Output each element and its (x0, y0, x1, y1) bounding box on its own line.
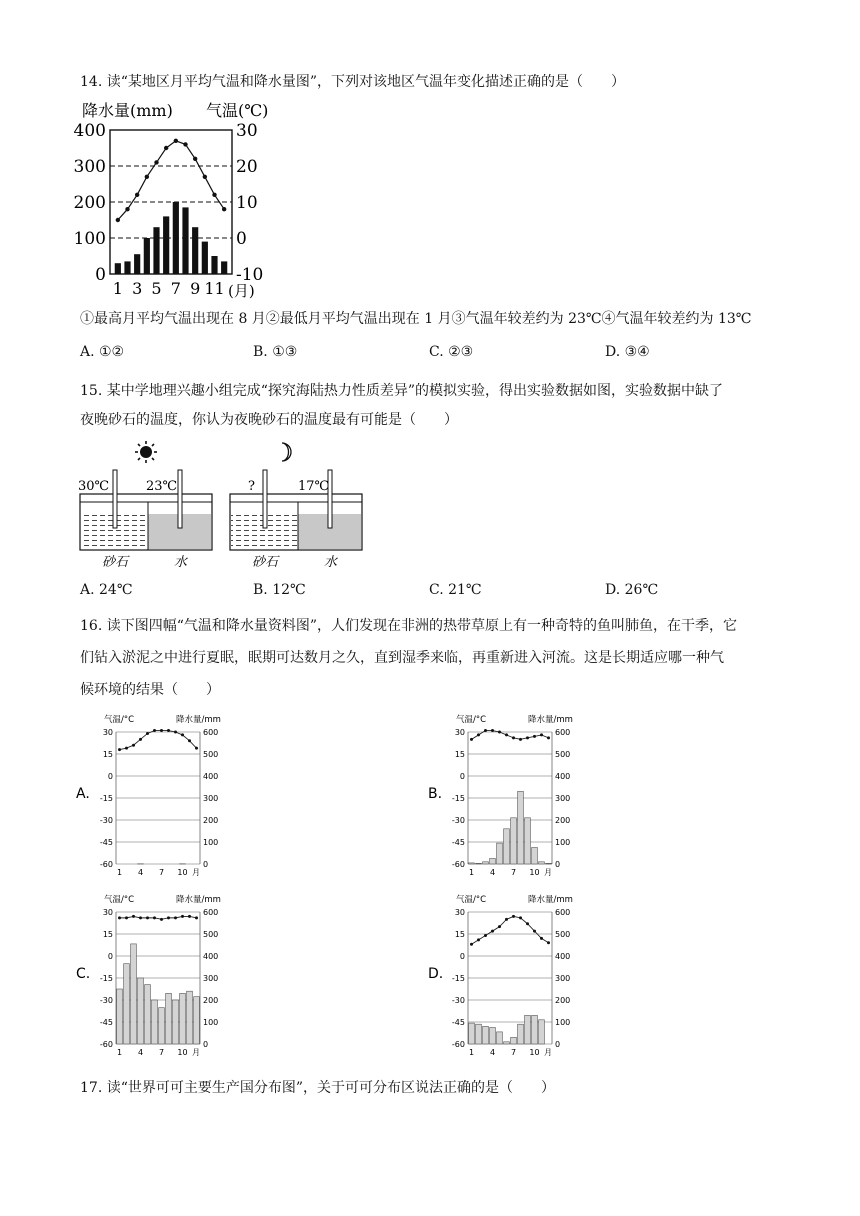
q14-option-c[interactable]: C. ②③ (429, 344, 474, 360)
q16-temp-point (512, 915, 515, 918)
q16-temp-point (174, 731, 177, 734)
q14-precip-tick: 300 (74, 157, 106, 177)
q16-bar (511, 1037, 517, 1044)
q16-chart-d (428, 892, 578, 1060)
q16-x-unit: 月 (544, 1048, 552, 1057)
q16-bar (138, 978, 144, 1044)
q16-temp-point (526, 922, 529, 925)
q16-precip-tick: 400 (555, 772, 571, 781)
q16-x-tick: 7 (158, 1048, 165, 1057)
q14-bar (144, 238, 150, 274)
q16-x-unit: 月 (544, 868, 552, 877)
q16-right-title: 降水量/mm (176, 715, 221, 725)
q16-temp-line (120, 731, 197, 750)
day-water-label: 水 (174, 555, 188, 570)
q16-temp-point (181, 733, 184, 736)
q16-temp-tick: 0 (107, 772, 113, 781)
q16-temp-point (160, 918, 163, 921)
q16-temp-point (505, 918, 508, 921)
q16-x-unit: 月 (192, 868, 200, 877)
q16-precip-tick: 500 (203, 750, 219, 759)
q16-bar (483, 1026, 489, 1044)
moon-icon (282, 443, 291, 461)
q14-temp-point (183, 142, 187, 146)
q16-bar (187, 991, 193, 1044)
q16-temp-tick: 30 (454, 908, 465, 917)
q16-chart-option-label: A. (76, 786, 90, 802)
q16-left-title: 气温/°C (456, 715, 487, 725)
q16-precip-tick: 600 (555, 908, 571, 917)
q14-stem: 14. 读“某地区月平均气温和降水量图”，下列对该地区气温年变化描述正确的是（ ） (80, 74, 626, 90)
q16-x-tick: 1 (468, 868, 475, 877)
q16-temp-point (540, 733, 543, 736)
q16-stem-line1: 16. 读下图四幅“气温和降水量资料图”，人们发现在非洲的热带草原上有一种奇特的鱼叫肺鱼，在干季，它 (80, 618, 738, 634)
q16-chart-c (76, 892, 226, 1060)
q16-left-title: 气温/°C (104, 715, 135, 725)
day-tank (78, 470, 212, 570)
q16-precip-tick: 600 (555, 728, 571, 737)
q16-precip-tick: 100 (555, 838, 571, 847)
q16-temp-point (181, 915, 184, 918)
q14-bar (221, 261, 227, 274)
q16-x-tick: 10 (529, 868, 540, 877)
q16-x-tick: 10 (529, 1048, 540, 1057)
q16-left-title: 气温/°C (456, 895, 487, 905)
q16-temp-point (547, 941, 550, 944)
q14-x-tick: 1 (112, 279, 123, 298)
q16-temp-point (547, 736, 550, 739)
q16-chart-b (428, 712, 578, 880)
q16-right-title: 降水量/mm (528, 715, 573, 725)
q16-temp-tick: -15 (451, 974, 465, 983)
q16-bar (159, 1008, 165, 1044)
q14-temp-point (193, 157, 197, 161)
q16-bar (511, 818, 517, 864)
q17-stem: 17. 读“世界可可主要生产国分布图”，关于可可分布区说法正确的是（ ） (80, 1080, 556, 1096)
q16-temp-point (533, 735, 536, 738)
day-sand-temp: 30℃ (78, 479, 110, 494)
q16-x-tick: 10 (177, 868, 188, 877)
q14-bar (173, 202, 179, 274)
q14-bar (182, 207, 188, 274)
q16-temp-point (139, 738, 142, 741)
q16-bar (539, 1020, 545, 1044)
q14-x-tick: 11 (204, 279, 225, 298)
q16-temp-point (491, 930, 494, 933)
q16-bar (173, 1000, 179, 1044)
q16-bar (490, 859, 496, 865)
q14-x-unit: (月) (228, 282, 255, 300)
q14-x-tick: 3 (132, 279, 143, 298)
q16-bar (532, 1015, 538, 1044)
night-tank (230, 470, 362, 570)
q16-x-tick: 7 (510, 868, 517, 877)
q16-temp-tick: -45 (451, 838, 465, 847)
q16-precip-tick: 0 (555, 860, 561, 869)
q16-bar (476, 863, 482, 864)
q16-temp-tick: -30 (451, 996, 465, 1005)
q16-temp-line (120, 916, 197, 919)
q14-statement: ①最高月平均气温出现在 8 月②最低月平均气温出现在 1 月③气温年较差约为 23℃④气温年较差约为 13℃ (80, 311, 752, 327)
q16-temp-line (472, 916, 549, 944)
q16-precip-tick: 300 (555, 794, 571, 803)
q14-x-tick: 7 (170, 279, 181, 298)
q16-temp-tick: -60 (99, 860, 113, 869)
q16-bar (504, 1042, 510, 1044)
q14-precip-tick: 100 (74, 229, 106, 249)
q16-temp-point (470, 738, 473, 741)
q15-experiment-figure (76, 438, 376, 574)
q16-bar (504, 829, 510, 864)
night-water-temp: 17℃ (298, 479, 330, 494)
q14-temp-tick: -10 (236, 265, 264, 285)
q14-temp-point (222, 207, 226, 211)
q16-temp-point (512, 736, 515, 739)
q14-right-axis-title: 气温(℃) (206, 101, 269, 120)
q14-precip-tick: 200 (74, 193, 106, 213)
q16-temp-point (125, 747, 128, 750)
q16-temp-point (526, 736, 529, 739)
q16-temp-point (540, 937, 543, 940)
q14-climate-chart (74, 98, 294, 302)
q14-precip-tick: 0 (95, 265, 106, 285)
q16-temp-point (167, 729, 170, 732)
q14-bar (153, 227, 159, 274)
q16-x-tick: 4 (137, 868, 144, 877)
q16-precip-tick: 100 (203, 1018, 219, 1027)
q16-precip-tick: 0 (203, 1040, 209, 1049)
q16-bar (152, 1000, 158, 1044)
q16-temp-point (491, 729, 494, 732)
q16-temp-tick: -15 (99, 794, 113, 803)
q16-temp-tick: 0 (459, 952, 465, 961)
q16-temp-point (132, 915, 135, 918)
q16-temp-tick: -30 (99, 996, 113, 1005)
q16-temp-tick: 15 (454, 750, 465, 759)
q16-temp-point (195, 747, 198, 750)
q16-bar (124, 964, 130, 1044)
q16-temp-point (146, 916, 149, 919)
q16-bar (166, 993, 172, 1044)
q16-temp-tick: -15 (99, 974, 113, 983)
q14-bar (115, 263, 121, 274)
q16-option-c[interactable] (76, 892, 226, 1064)
q14-bar (124, 261, 130, 274)
q14-option-d[interactable]: D. ③④ (605, 344, 650, 360)
q16-precip-tick: 100 (555, 1018, 571, 1027)
q14-option-b[interactable]: B. ①③ (253, 344, 298, 360)
q16-precip-tick: 500 (555, 930, 571, 939)
q16-x-tick: 7 (510, 1048, 517, 1057)
q15-option-b[interactable]: B. 12℃ (253, 582, 306, 598)
q16-precip-tick: 300 (203, 794, 219, 803)
q16-temp-point (139, 916, 142, 919)
q16-temp-point (188, 915, 191, 918)
q16-temp-tick: -45 (99, 838, 113, 847)
q16-temp-tick: 15 (102, 930, 113, 939)
q16-x-tick: 1 (468, 1048, 475, 1057)
q16-temp-point (153, 916, 156, 919)
q16-chart-a (76, 712, 226, 880)
q16-option-b[interactable] (428, 712, 578, 884)
q16-right-title: 降水量/mm (176, 895, 221, 905)
q16-x-tick: 10 (177, 1048, 188, 1057)
q15-stem-line2: 夜晚砂石的温度，你认为夜晚砂石的温度最有可能是（ ） (80, 412, 458, 428)
q16-temp-tick: -30 (99, 816, 113, 825)
q16-x-tick: 4 (489, 1048, 496, 1057)
q16-temp-tick: -60 (451, 1040, 465, 1049)
q16-temp-point (533, 930, 536, 933)
q14-temp-point (164, 146, 168, 150)
q14-bar (202, 242, 208, 274)
q16-bar (497, 843, 503, 864)
q16-precip-tick: 300 (555, 974, 571, 983)
q16-precip-tick: 300 (203, 974, 219, 983)
q16-precip-tick: 200 (555, 816, 571, 825)
q16-bar (469, 1023, 475, 1044)
q16-temp-point (519, 738, 522, 741)
q16-temp-point (125, 916, 128, 919)
q16-bar (546, 863, 552, 864)
q16-temp-tick: 0 (107, 952, 113, 961)
q15-option-a[interactable]: A. 24℃ (80, 582, 133, 598)
q16-precip-tick: 400 (555, 952, 571, 961)
q14-temp-point (135, 193, 139, 197)
q16-precip-tick: 200 (203, 996, 219, 1005)
q14-left-axis-title: 降水量(mm) (82, 101, 173, 120)
q16-precip-tick: 200 (203, 816, 219, 825)
q14-bar (134, 254, 140, 274)
q16-chart-option-label: B. (428, 786, 443, 802)
day-sand-label: 砂石 (102, 555, 129, 570)
day-water-temp: 23℃ (146, 479, 178, 494)
q14-temp-tick: 0 (236, 229, 247, 249)
q16-precip-tick: 0 (555, 1040, 561, 1049)
q16-precip-tick: 0 (203, 860, 209, 869)
q16-chart-option-label: C. (76, 966, 91, 982)
q14-temp-point (125, 207, 129, 211)
q15-option-d[interactable]: D. 26℃ (605, 582, 659, 598)
q14-temp-point (154, 160, 158, 164)
q16-temp-point (146, 732, 149, 735)
q14-temp-tick: 20 (236, 157, 258, 177)
q16-temp-tick: -15 (451, 794, 465, 803)
q16-x-tick: 1 (116, 1048, 123, 1057)
q14-temp-point (203, 175, 207, 179)
q14-x-tick: 9 (190, 279, 201, 298)
q16-temp-tick: 0 (459, 772, 465, 781)
q16-temp-point (477, 733, 480, 736)
q16-temp-tick: -45 (451, 1018, 465, 1027)
night-sand-temp: ? (248, 479, 255, 494)
q16-temp-tick: -30 (451, 816, 465, 825)
q16-precip-tick: 100 (203, 838, 219, 847)
q16-temp-point (505, 733, 508, 736)
q16-temp-point (519, 916, 522, 919)
q14-bar (192, 227, 198, 274)
q14-temp-point (174, 139, 178, 143)
q16-temp-point (195, 916, 198, 919)
q16-precip-tick: 600 (203, 728, 219, 737)
q14-bar (163, 216, 169, 274)
sun-icon (135, 441, 157, 463)
q16-x-tick: 7 (158, 868, 165, 877)
q16-bar (532, 848, 538, 865)
q16-temp-tick: 30 (454, 728, 465, 737)
q16-temp-point (174, 916, 177, 919)
q14-temp-line (118, 141, 224, 220)
q16-temp-point (160, 729, 163, 732)
q16-temp-tick: -45 (99, 1018, 113, 1027)
q14-precip-tick: 400 (74, 121, 106, 141)
q16-precip-tick: 500 (203, 930, 219, 939)
q16-option-a[interactable] (76, 712, 226, 884)
q16-bar (194, 997, 200, 1044)
q16-bar (525, 818, 531, 864)
q14-temp-tick: 10 (236, 193, 258, 213)
q16-temp-point (118, 748, 121, 751)
q14-bar (211, 256, 217, 274)
q16-option-d[interactable] (428, 892, 578, 1064)
q16-bar (518, 1024, 524, 1044)
q15-option-c[interactable]: C. 21℃ (429, 582, 482, 598)
q16-stem-line3: 候环境的结果（ ） (80, 682, 220, 698)
q16-temp-point (484, 729, 487, 732)
q16-x-tick: 1 (116, 868, 123, 877)
q16-temp-tick: -60 (451, 860, 465, 869)
q16-temp-tick: -60 (99, 1040, 113, 1049)
q16-temp-point (498, 731, 501, 734)
q16-precip-tick: 400 (203, 772, 219, 781)
q16-bar (131, 944, 137, 1044)
q16-temp-point (188, 739, 191, 742)
q16-bar (469, 863, 475, 864)
q14-option-a[interactable]: A. ①② (80, 344, 125, 360)
q16-bar (145, 985, 151, 1044)
q14-temp-point (212, 193, 216, 197)
night-sand-label: 砂石 (252, 555, 279, 570)
q16-bar (490, 1028, 496, 1045)
q16-x-tick: 4 (489, 868, 496, 877)
q15-stem-line1: 15. 某中学地理兴趣小组完成“探究海陆热力性质差异”的模拟实验，得出实验数据如图，实验数据中缺了 (80, 383, 724, 399)
q14-x-tick: 5 (151, 279, 162, 298)
q16-right-title: 降水量/mm (528, 895, 573, 905)
q16-precip-tick: 500 (555, 750, 571, 759)
q14-temp-point (116, 218, 120, 222)
q16-bar (117, 989, 123, 1044)
q16-temp-tick: 30 (102, 908, 113, 917)
q16-x-unit: 月 (192, 1048, 200, 1057)
q16-left-title: 气温/°C (104, 895, 135, 905)
q16-temp-point (477, 938, 480, 941)
q14-temp-tick: 30 (236, 121, 258, 141)
q16-bar (525, 1015, 531, 1044)
q16-bar (476, 1024, 482, 1044)
q16-precip-tick: 400 (203, 952, 219, 961)
q16-precip-tick: 200 (555, 996, 571, 1005)
night-water-label: 水 (324, 555, 338, 570)
q16-temp-point (484, 934, 487, 937)
q16-bar (180, 993, 186, 1044)
q16-bar (518, 791, 524, 864)
q16-temp-tick: 15 (102, 750, 113, 759)
q16-precip-tick: 600 (203, 908, 219, 917)
q16-chart-option-label: D. (428, 966, 444, 982)
q16-stem-line2: 们钻入淤泥之中进行夏眠，眠期可达数月之久，直到湿季来临，再重新进入河流。这是长期适应哪一种气 (80, 650, 724, 666)
q16-bar (497, 1032, 503, 1044)
q16-temp-point (470, 943, 473, 946)
q16-bar (539, 862, 545, 864)
q16-temp-tick: 15 (454, 930, 465, 939)
q16-temp-tick: 30 (102, 728, 113, 737)
q16-temp-point (132, 744, 135, 747)
q16-x-tick: 4 (137, 1048, 144, 1057)
q16-temp-point (167, 916, 170, 919)
q14-temp-point (145, 175, 149, 179)
q16-temp-point (118, 916, 121, 919)
q16-temp-point (153, 729, 156, 732)
q16-bar (483, 862, 489, 864)
q16-temp-point (498, 925, 501, 928)
